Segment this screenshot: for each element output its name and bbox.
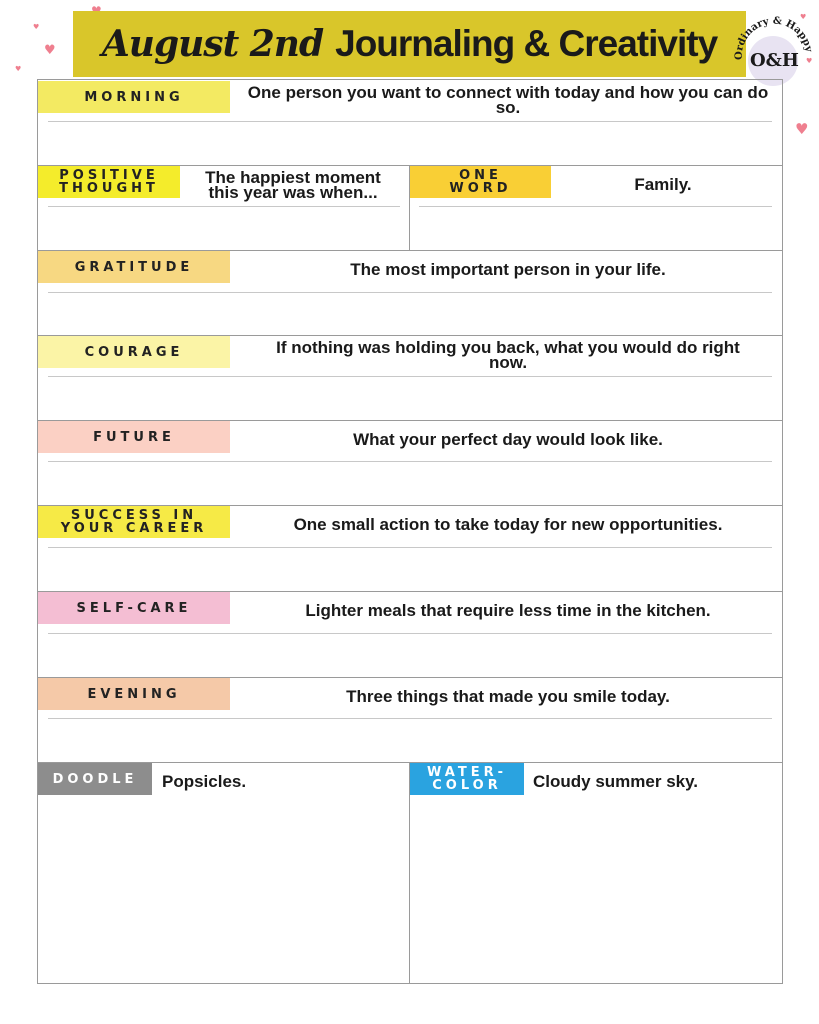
writing-line: [48, 121, 772, 122]
writing-line: [419, 206, 772, 207]
writing-line: [48, 718, 772, 719]
writing-line: [48, 292, 772, 293]
gratitude-label: GRATITUDE: [38, 251, 230, 283]
courage-label: COURAGE: [38, 336, 230, 368]
doodle-label: DOODLE: [38, 763, 152, 795]
watercolor-painting-area[interactable]: [411, 796, 781, 982]
journal-grid: [37, 79, 783, 984]
one-word-prompt: Family.: [634, 175, 692, 194]
morning-label: MORNING: [38, 81, 230, 113]
positive-thought-prompt: The happiest moment this year was when...: [205, 168, 381, 202]
watercolor-label: WATER- COLOR: [410, 763, 524, 795]
doodle-prompt: Popsicles.: [162, 772, 247, 791]
heart-icon: ♥: [800, 13, 807, 21]
page-date: August 2nd: [101, 23, 324, 65]
title-banner: [73, 11, 746, 77]
writing-line: [48, 461, 772, 462]
success-career-prompt: One small action to take today for new opportunities.: [293, 515, 723, 534]
column-divider: [409, 762, 410, 984]
success-career-label: SUCCESS IN YOUR CAREER: [38, 506, 230, 538]
doodle-drawing-area[interactable]: [39, 796, 408, 982]
heart-icon: ♥: [806, 57, 813, 65]
svg-text:Ordinary & Happy: Ordinary & Happy: [734, 15, 814, 61]
courage-prompt: If nothing was holding you back, what you would do right now.: [276, 338, 740, 372]
writing-line: [48, 206, 400, 207]
writing-line: [48, 633, 772, 634]
heart-icon: ♥: [33, 23, 40, 31]
future-label: FUTURE: [38, 421, 230, 453]
one-word-label: ONE WORD: [410, 166, 551, 198]
morning-prompt: One person you want to connect with today and how you can do so.: [247, 83, 769, 117]
heart-icon: ♥: [795, 120, 809, 138]
self-care-prompt: Lighter meals that require less time in the kitchen.: [305, 601, 711, 620]
evening-prompt: Three things that made you smile today.: [346, 687, 670, 706]
logo-initials: O&H: [750, 50, 799, 71]
heart-icon: ♥: [15, 65, 22, 73]
positive-thought-label: POSITIVE THOUGHT: [38, 166, 180, 198]
gratitude-prompt: The most important person in your life.: [350, 260, 666, 279]
heart-icon: ♥: [44, 43, 56, 58]
writing-line: [48, 376, 772, 377]
writing-line: [48, 547, 772, 548]
watercolor-prompt: Cloudy summer sky.: [533, 772, 699, 791]
evening-label: EVENING: [38, 678, 230, 710]
future-prompt: What your perfect day would look like.: [353, 430, 663, 449]
self-care-label: SELF-CARE: [38, 592, 230, 624]
page-title: Journaling & Creativity: [335, 23, 718, 64]
